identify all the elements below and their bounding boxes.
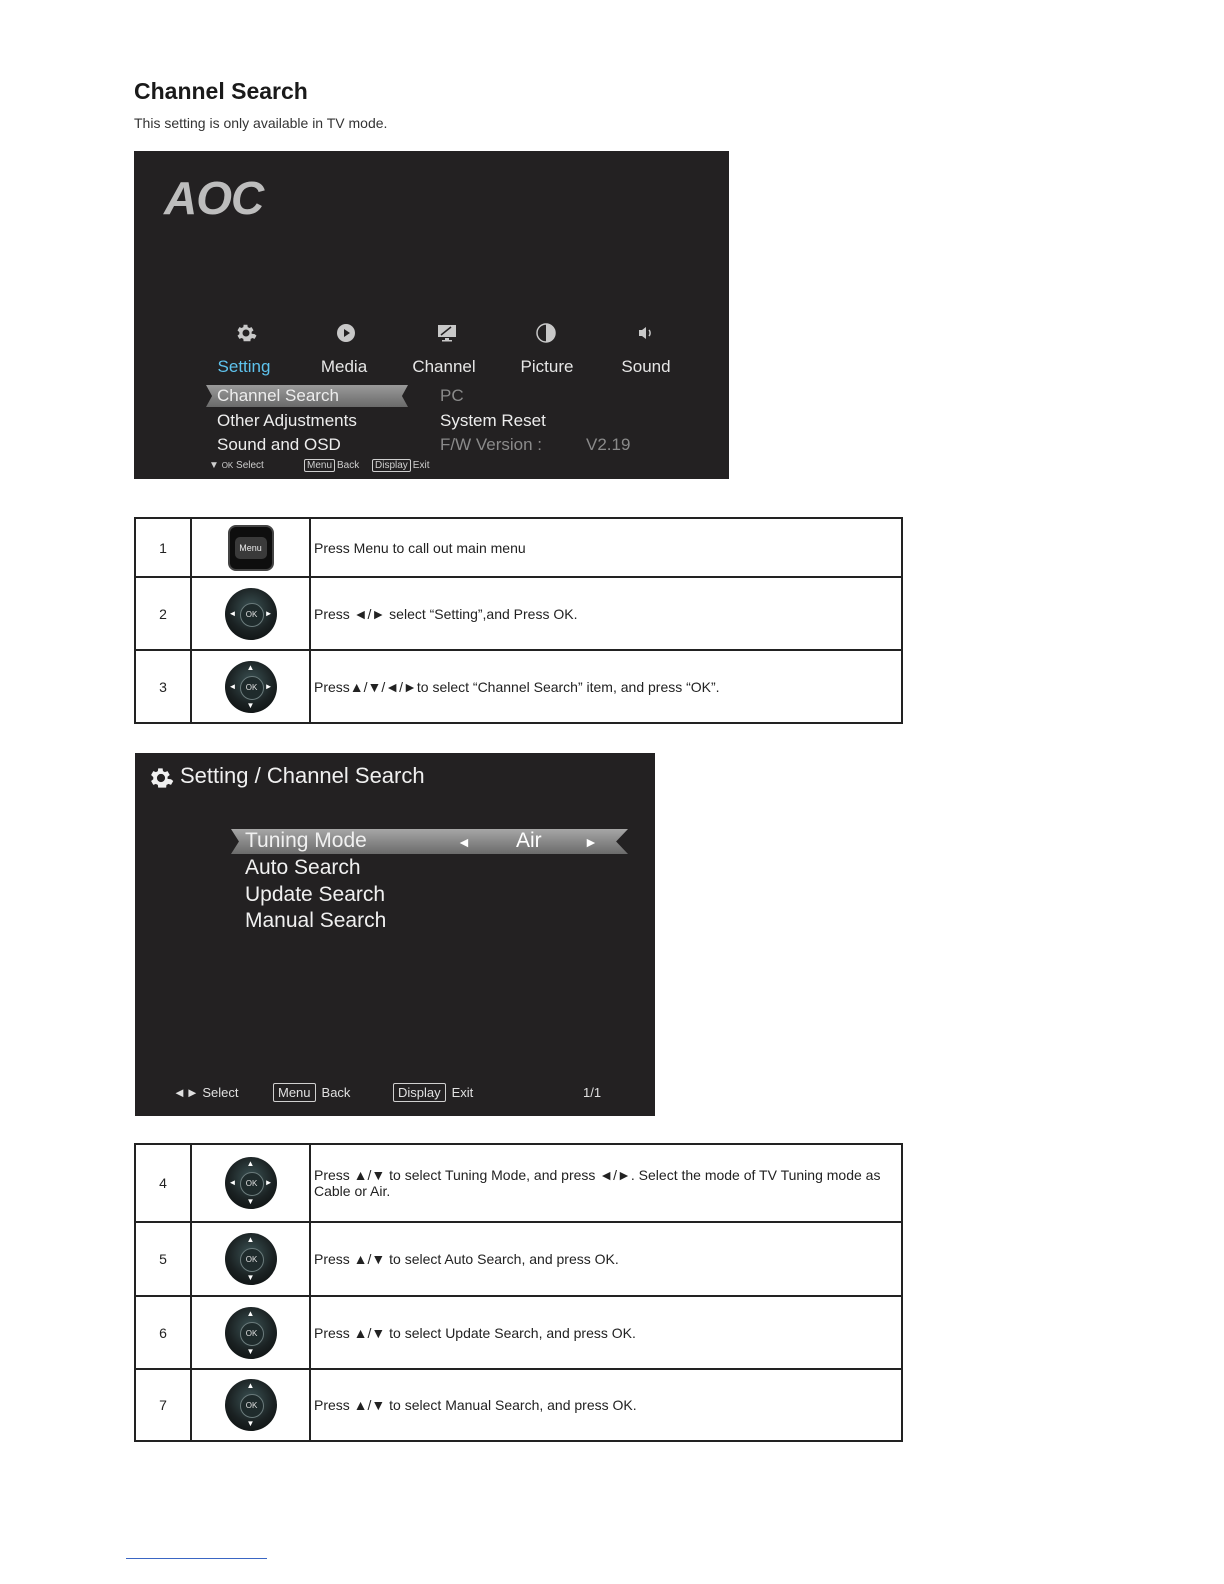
display-key-label: Display: [372, 459, 411, 472]
hint-select: [173, 1085, 239, 1100]
hint-exit: [393, 1085, 473, 1100]
dpad-four-way-icon: OK ▲ ▼ ◄ ►: [225, 1157, 277, 1209]
step-number: 4: [135, 1144, 191, 1222]
step-key-image: [191, 1222, 310, 1296]
menu-key-label: Menu: [304, 459, 335, 472]
tab-setting[interactable]: Setting: [217, 357, 271, 376]
fw-version-value: V2.19: [586, 435, 631, 454]
step-key-image: [191, 1144, 310, 1222]
menu-item-tuning-mode[interactable]: Tuning Mode: [245, 829, 367, 852]
table-row: [135, 650, 902, 723]
step-key-image: [191, 650, 310, 723]
tuning-mode-value: Air: [516, 829, 542, 852]
page-title: Channel Search: [134, 78, 308, 104]
table-row: [135, 577, 902, 650]
display-key-label: Display: [393, 1083, 446, 1102]
speaker-icon: [634, 321, 658, 345]
osd-title: Setting / Channel Search: [180, 763, 425, 788]
menu-key-label: Menu: [273, 1083, 316, 1102]
hint-select-label: Select: [202, 1085, 239, 1100]
footnote-divider: [126, 1558, 267, 1559]
hint-select-label: Select: [236, 460, 264, 471]
contrast-icon: [534, 321, 558, 345]
dpad-up-down-icon: OK ▲ ▼: [225, 1379, 277, 1431]
menu-item-manual-search[interactable]: Manual Search: [245, 909, 387, 932]
tab-channel[interactable]: Channel: [412, 357, 476, 376]
step-key-image: [191, 577, 310, 650]
step-description: Press ▲/▼ to select Auto Search, and press OK.: [310, 1222, 902, 1296]
table-row: [135, 1296, 902, 1369]
hint-exit: [372, 460, 429, 471]
menu-item-auto-search[interactable]: Auto Search: [245, 856, 361, 879]
table-row: [135, 1144, 902, 1222]
dpad-up-down-icon: OK ▲ ▼: [225, 1307, 277, 1359]
table-row: [135, 1369, 902, 1441]
menu-item-fw-version: F/W Version :: [440, 435, 543, 454]
right-arrow-icon[interactable]: ►: [584, 834, 598, 850]
gear-icon: [147, 764, 175, 792]
step-number: 3: [135, 650, 191, 723]
hint-back: [304, 460, 359, 471]
steps-table-2: [134, 1143, 903, 1442]
tab-sound[interactable]: Sound: [621, 357, 671, 376]
tab-picture[interactable]: Picture: [520, 357, 574, 376]
dpad-left-right-icon: OK ◄ ►: [225, 588, 277, 640]
step-number: 1: [135, 518, 191, 577]
menu-item-channel-search[interactable]: Channel Search: [217, 386, 339, 405]
menu-button-icon: Menu: [228, 525, 274, 571]
page-subtitle: This setting is only available in TV mode.: [134, 115, 388, 131]
osd-main-menu: [134, 151, 729, 479]
table-row: [135, 1222, 902, 1296]
gear-icon: [234, 321, 258, 345]
osd-channel-search: [135, 753, 655, 1116]
down-arrow-icon: ▼: [209, 460, 219, 471]
menu-item-pc[interactable]: PC: [440, 386, 464, 405]
left-arrow-icon[interactable]: ◄: [457, 834, 471, 850]
hint-back: [273, 1085, 350, 1100]
menu-item-other-adjustments[interactable]: Other Adjustments: [217, 411, 357, 430]
dpad-up-down-icon: OK ▲ ▼: [225, 1233, 277, 1285]
play-icon: [334, 321, 358, 345]
table-row: [135, 518, 902, 577]
menu-item-system-reset[interactable]: System Reset: [440, 411, 546, 430]
page-indicator: 1/1: [583, 1085, 602, 1100]
menu-item-sound-and-osd[interactable]: Sound and OSD: [217, 435, 341, 454]
hint-exit-label: Exit: [412, 460, 430, 471]
left-right-arrows-icon: ◄►: [173, 1085, 199, 1100]
step-description: Press ▲/▼ to select Update Search, and press OK.: [310, 1296, 902, 1369]
step-number: 2: [135, 577, 191, 650]
hint-ok: OK: [221, 461, 234, 470]
step-key-image: [191, 518, 310, 577]
step-description: Press Menu to call out main menu: [310, 518, 902, 577]
step-key-image: [191, 1369, 310, 1441]
step-key-image: [191, 1296, 310, 1369]
step-number: 6: [135, 1296, 191, 1369]
hint-exit-label: Exit: [451, 1085, 474, 1100]
steps-table-1: [134, 517, 903, 724]
hint-back-label: Back: [321, 1085, 351, 1100]
tab-media[interactable]: Media: [320, 357, 368, 376]
dpad-four-way-icon: OK ▲ ▼ ◄ ►: [225, 661, 277, 713]
monitor-icon: [435, 321, 459, 345]
aoc-logo: AOC: [164, 172, 264, 224]
step-description: Press▲/▼/◄/►to select “Channel Search” item, and press “OK”.: [310, 650, 902, 723]
step-description: Press ◄/► select “Setting”,and Press OK.: [310, 577, 902, 650]
hint-back-label: Back: [337, 460, 360, 471]
hint-select: [209, 460, 264, 471]
step-number: 7: [135, 1369, 191, 1441]
step-description: Press ▲/▼ to select Manual Search, and press OK.: [310, 1369, 902, 1441]
step-description: Press ▲/▼ to select Tuning Mode, and press ◄/►. Select the mode of TV Tuning mode as Cable or Air.: [310, 1144, 902, 1222]
menu-item-update-search[interactable]: Update Search: [245, 883, 386, 906]
step-number: 5: [135, 1222, 191, 1296]
